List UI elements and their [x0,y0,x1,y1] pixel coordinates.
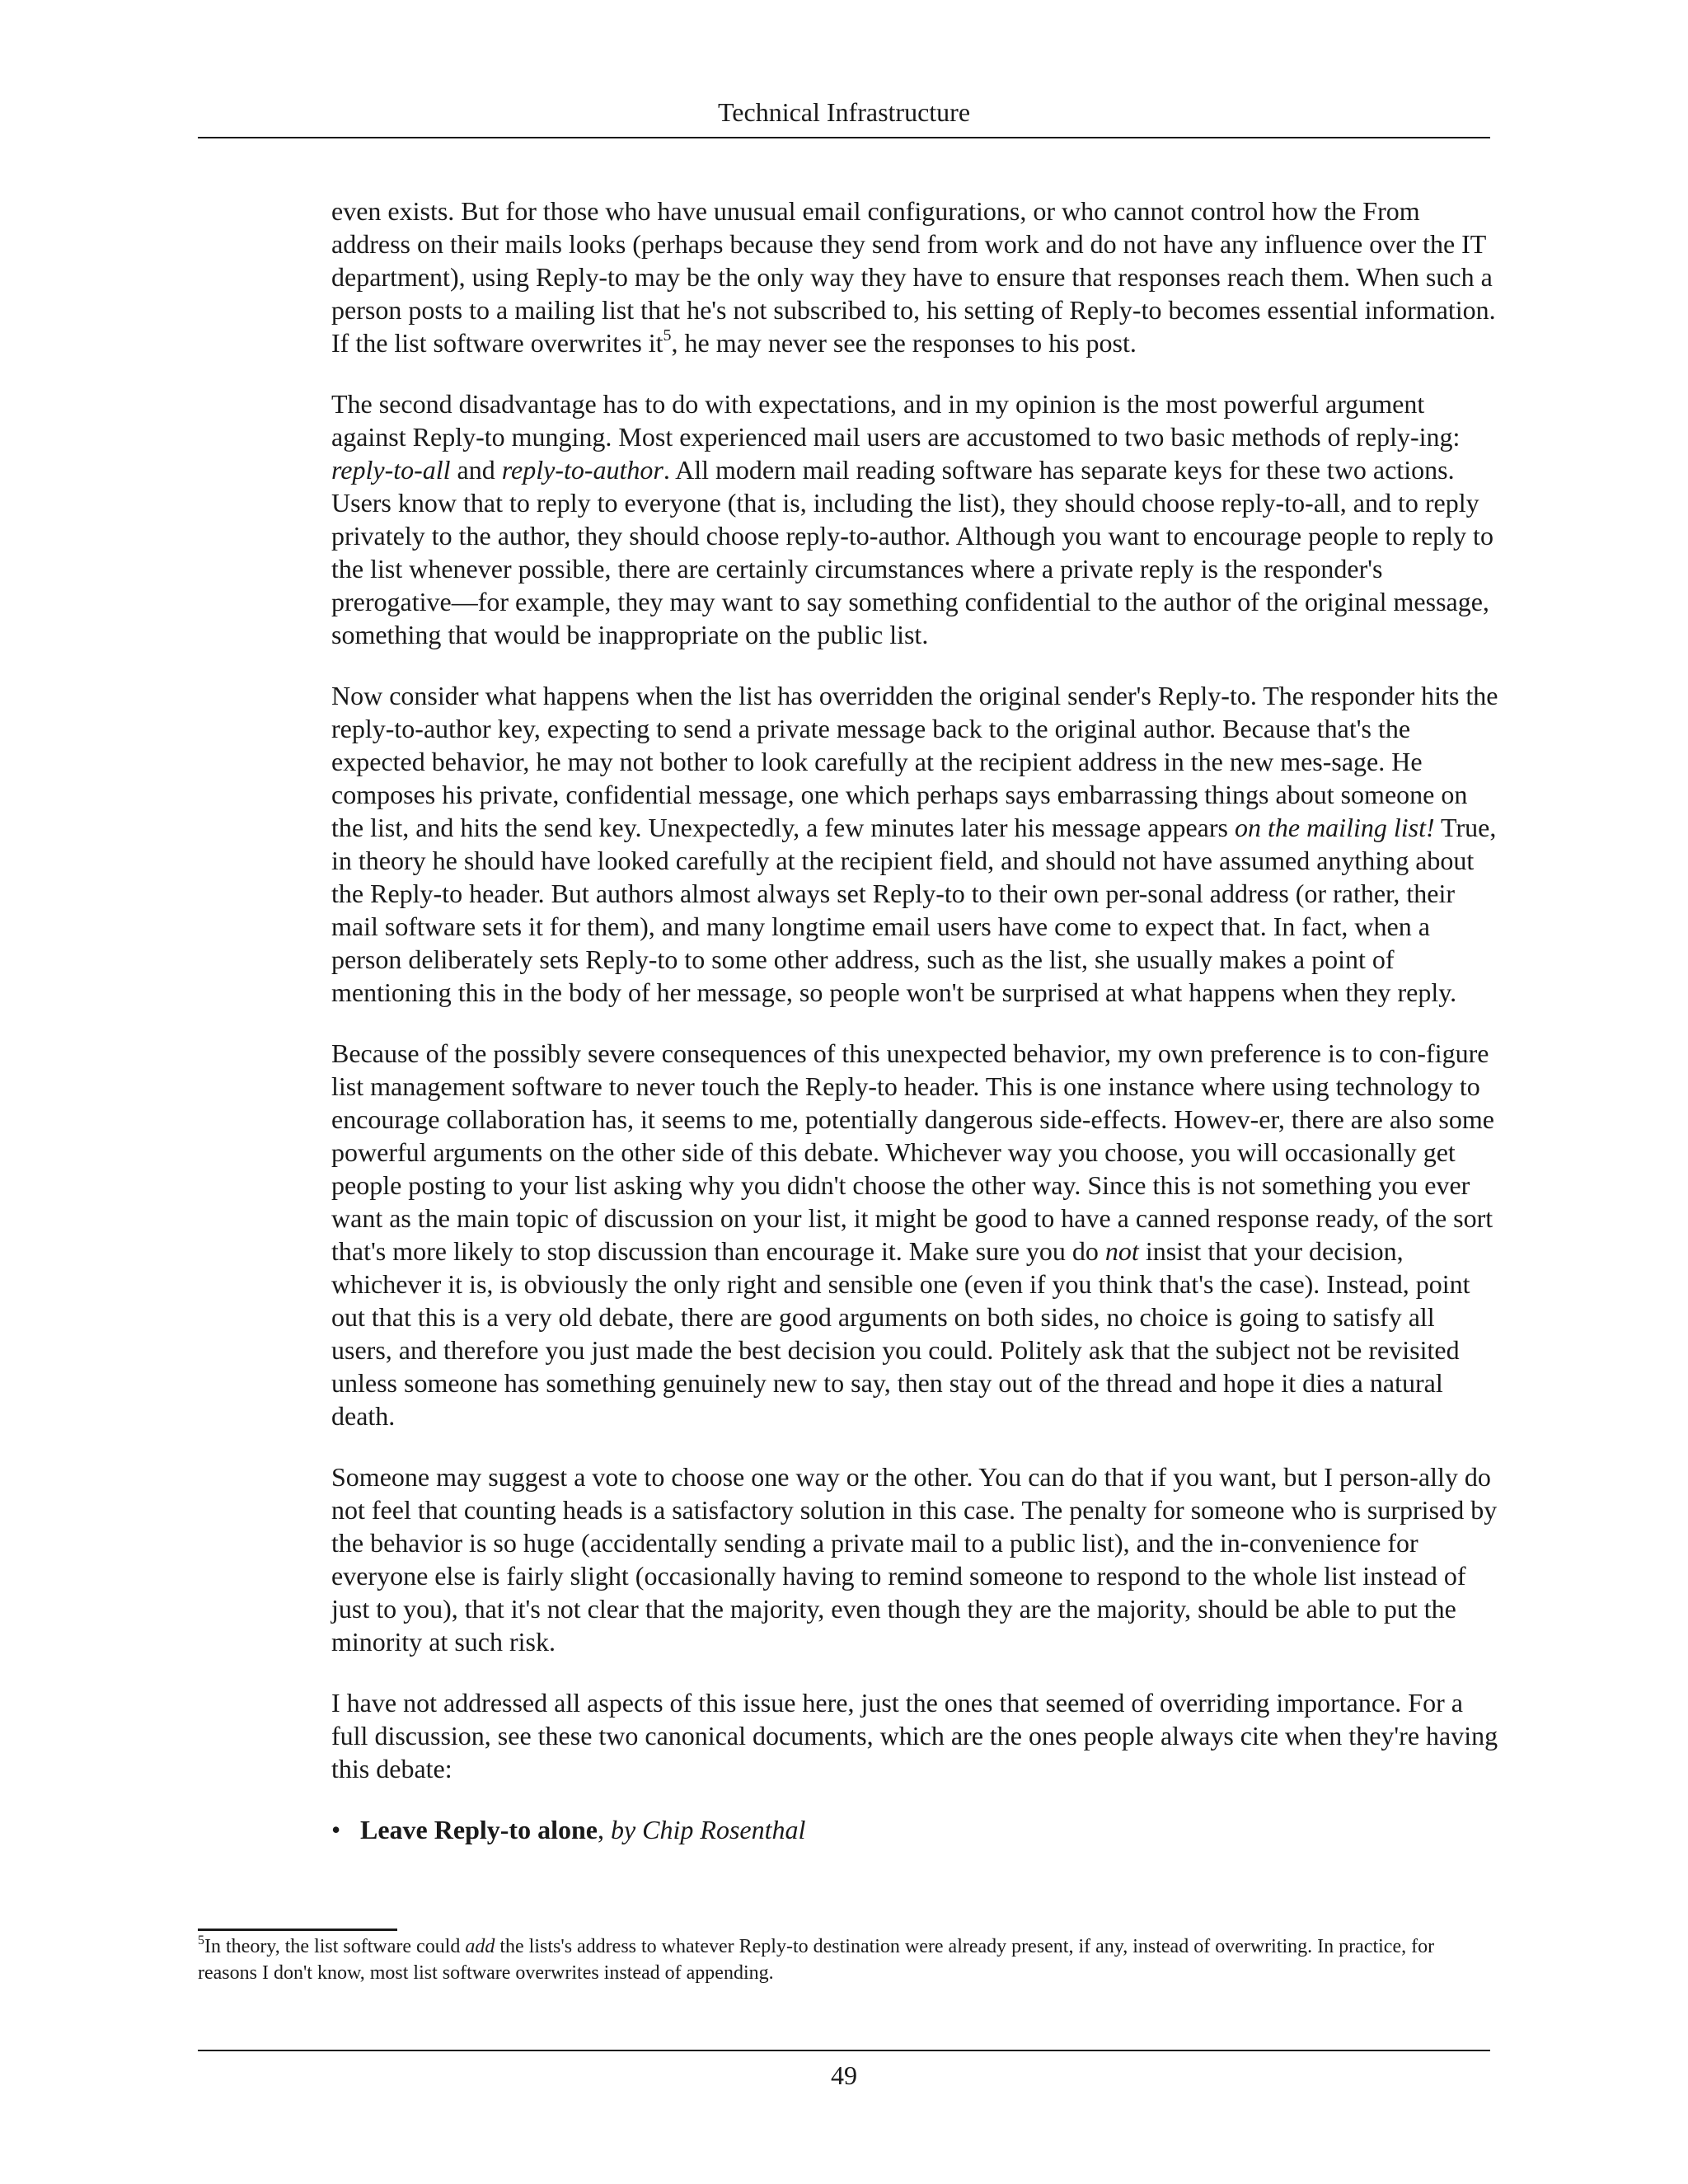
emphasis-on-the-mailing-list: on the mailing list! [1234,813,1435,842]
footnote-text-b: the lists's address to whatever Reply-to destination were already present, if any, instead of overwriting. In practice, for reasons I don't know, most list software overwrites instead of appending. [198,1936,1435,1984]
paragraph-3-text-a: Now consider what happens when the list has overridden the original sender's Reply-to. The responder hits the reply-to-author key, expecting to send a private message back to the original author. Because that's the expected behavior, he may not bother to look carefully at the recipient address in the new mes-sage. He composes his private, confidential message, one which perhaps says embarrassing things about someone on the list, and hits the send key. Unexpectedly, a few minutes later his message appears [331,681,1498,842]
reference-separator: , [597,1815,611,1844]
paragraph-2-text-b: and [450,455,502,485]
paragraph-4 [331,1037,1502,1432]
paragraph-2 [331,387,1502,651]
paragraph-1 [331,194,1502,359]
reference-author: by Chip Rosenthal [610,1815,806,1844]
paragraph-2-text-a: The second disadvantage has to do with expectations, and in my opinion is the most powerful argument against Reply-to munging. Most experienced mail users are accustomed to two basic methods of reply-ing: [331,389,1461,452]
footnote-ref-5[interactable]: 5 [663,326,672,344]
paragraph-4-text-a: Because of the possibly severe consequences of this unexpected behavior, my own preference is to con-figure list management software to never touch the Reply-to header. This is one instance where using technology to encourage collaboration has, it seems to me, potentially dangerous side-effects. Howev-er, there are also some powerful arguments on the other side of this debate. Whichever way you choose, you will occasionally get people posting to your list asking why you didn't choose the other way. Since this is not something you ever want as the main topic of discussion on your list, it might be good to have a canned response ready, of the sort that's more likely to stop discussion than encourage it. Make sure you do [331,1038,1494,1266]
paragraph-3 [331,679,1502,1009]
page-number: 49 [831,2060,857,2090]
list-item [331,1813,1502,1846]
reference-title-link[interactable]: Leave Reply-to alone [360,1815,598,1844]
reference-list [331,1813,1502,1846]
running-header: Technical Infrastructure [717,97,971,127]
body-text [331,194,1502,1846]
emphasis-not: not [1104,1236,1139,1266]
footnote-mark: 5 [198,1933,204,1947]
paragraph-6: I have not addressed all aspects of this issue here, just the ones that seemed of overriding importance. For a full discussion, see these two canonical documents, which are the ones people always cite when they're having this debate: [331,1688,1498,1783]
paragraph-1-text-b: , he may never see the responses to his post. [671,328,1137,358]
paragraph-4-text-b: insist that your decision, whichever it is, is obviously the only right and sensible one (even if you think that's the case). Instead, point out that this is a very old debate, there are good arguments on both sides, no choice is going to satisfy all users, and therefore you just made the best decision you could. Politely ask that the subject not be revisited unless someone has something genuinely new to say, then stay out of the thread and hope it dies a natural death. [331,1236,1470,1431]
paragraph-3-text-b: True, in theory he should have looked carefully at the recipient field, and should not have assumed anything about the Reply-to header. But authors almost always set Reply-to to their own per-sonal address (or rather, their mail software sets it for them), and many longtime email users have come to expect that. In fact, when a person deliberately sets Reply-to to some other address, such as the list, she usually makes a point of mentioning this in the body of her message, so people won't be surprised at what happens when they reply. [331,813,1497,1007]
footnote-emphasis-add: add [465,1936,495,1957]
footnote-5 [198,1933,1490,1986]
term-reply-to-author: reply-to-author [501,455,663,485]
footer-rule [198,2050,1490,2051]
bullet-icon: • [331,1815,341,1844]
footnote-rule [198,1929,397,1931]
footnote-text-a: In theory, the list software could [204,1936,466,1957]
paragraph-1-text-a: even exists. But for those who have unusual email configurations, or who cannot control how the From address on their mails looks (perhaps because they send from work and do not have any influence over the IT department), using Reply-to may be the only way they have to ensure that responses reach them. When such a person posts to a mailing list that he's not subscribed to, his setting of Reply-to becomes essential information. If the list software overwrites it [331,196,1496,358]
header-rule [198,137,1490,138]
paragraph-5: Someone may suggest a vote to choose one way or the other. You can do that if you want, but I person-ally do not feel that counting heads is a satisfactory solution in this case. The penalty for someone who is surprised by the behavior is so huge (accidentally sending a private mail to a public list), and the in-convenience for everyone else is fairly slight (occasionally having to remind someone to respond to the whole list instead of just to you), that it's not clear that the majority, even though they are the majority, should be able to put the minority at such risk. [331,1462,1498,1657]
term-reply-to-all: reply-to-all [331,455,451,485]
paragraph-2-text-c: . All modern mail reading software has separate keys for these two actions. Users know that to reply to everyone (that is, including the list), they should choose reply-to-all, and to reply privately to the author, they should choose reply-to-author. Although you want to encourage people to reply to the list whenever possible, there are certainly circumstances where a private reply is the responder's prerogative—for example, they may want to say something confidential to the author of the original message, something that would be inappropriate on the public list. [331,455,1493,649]
